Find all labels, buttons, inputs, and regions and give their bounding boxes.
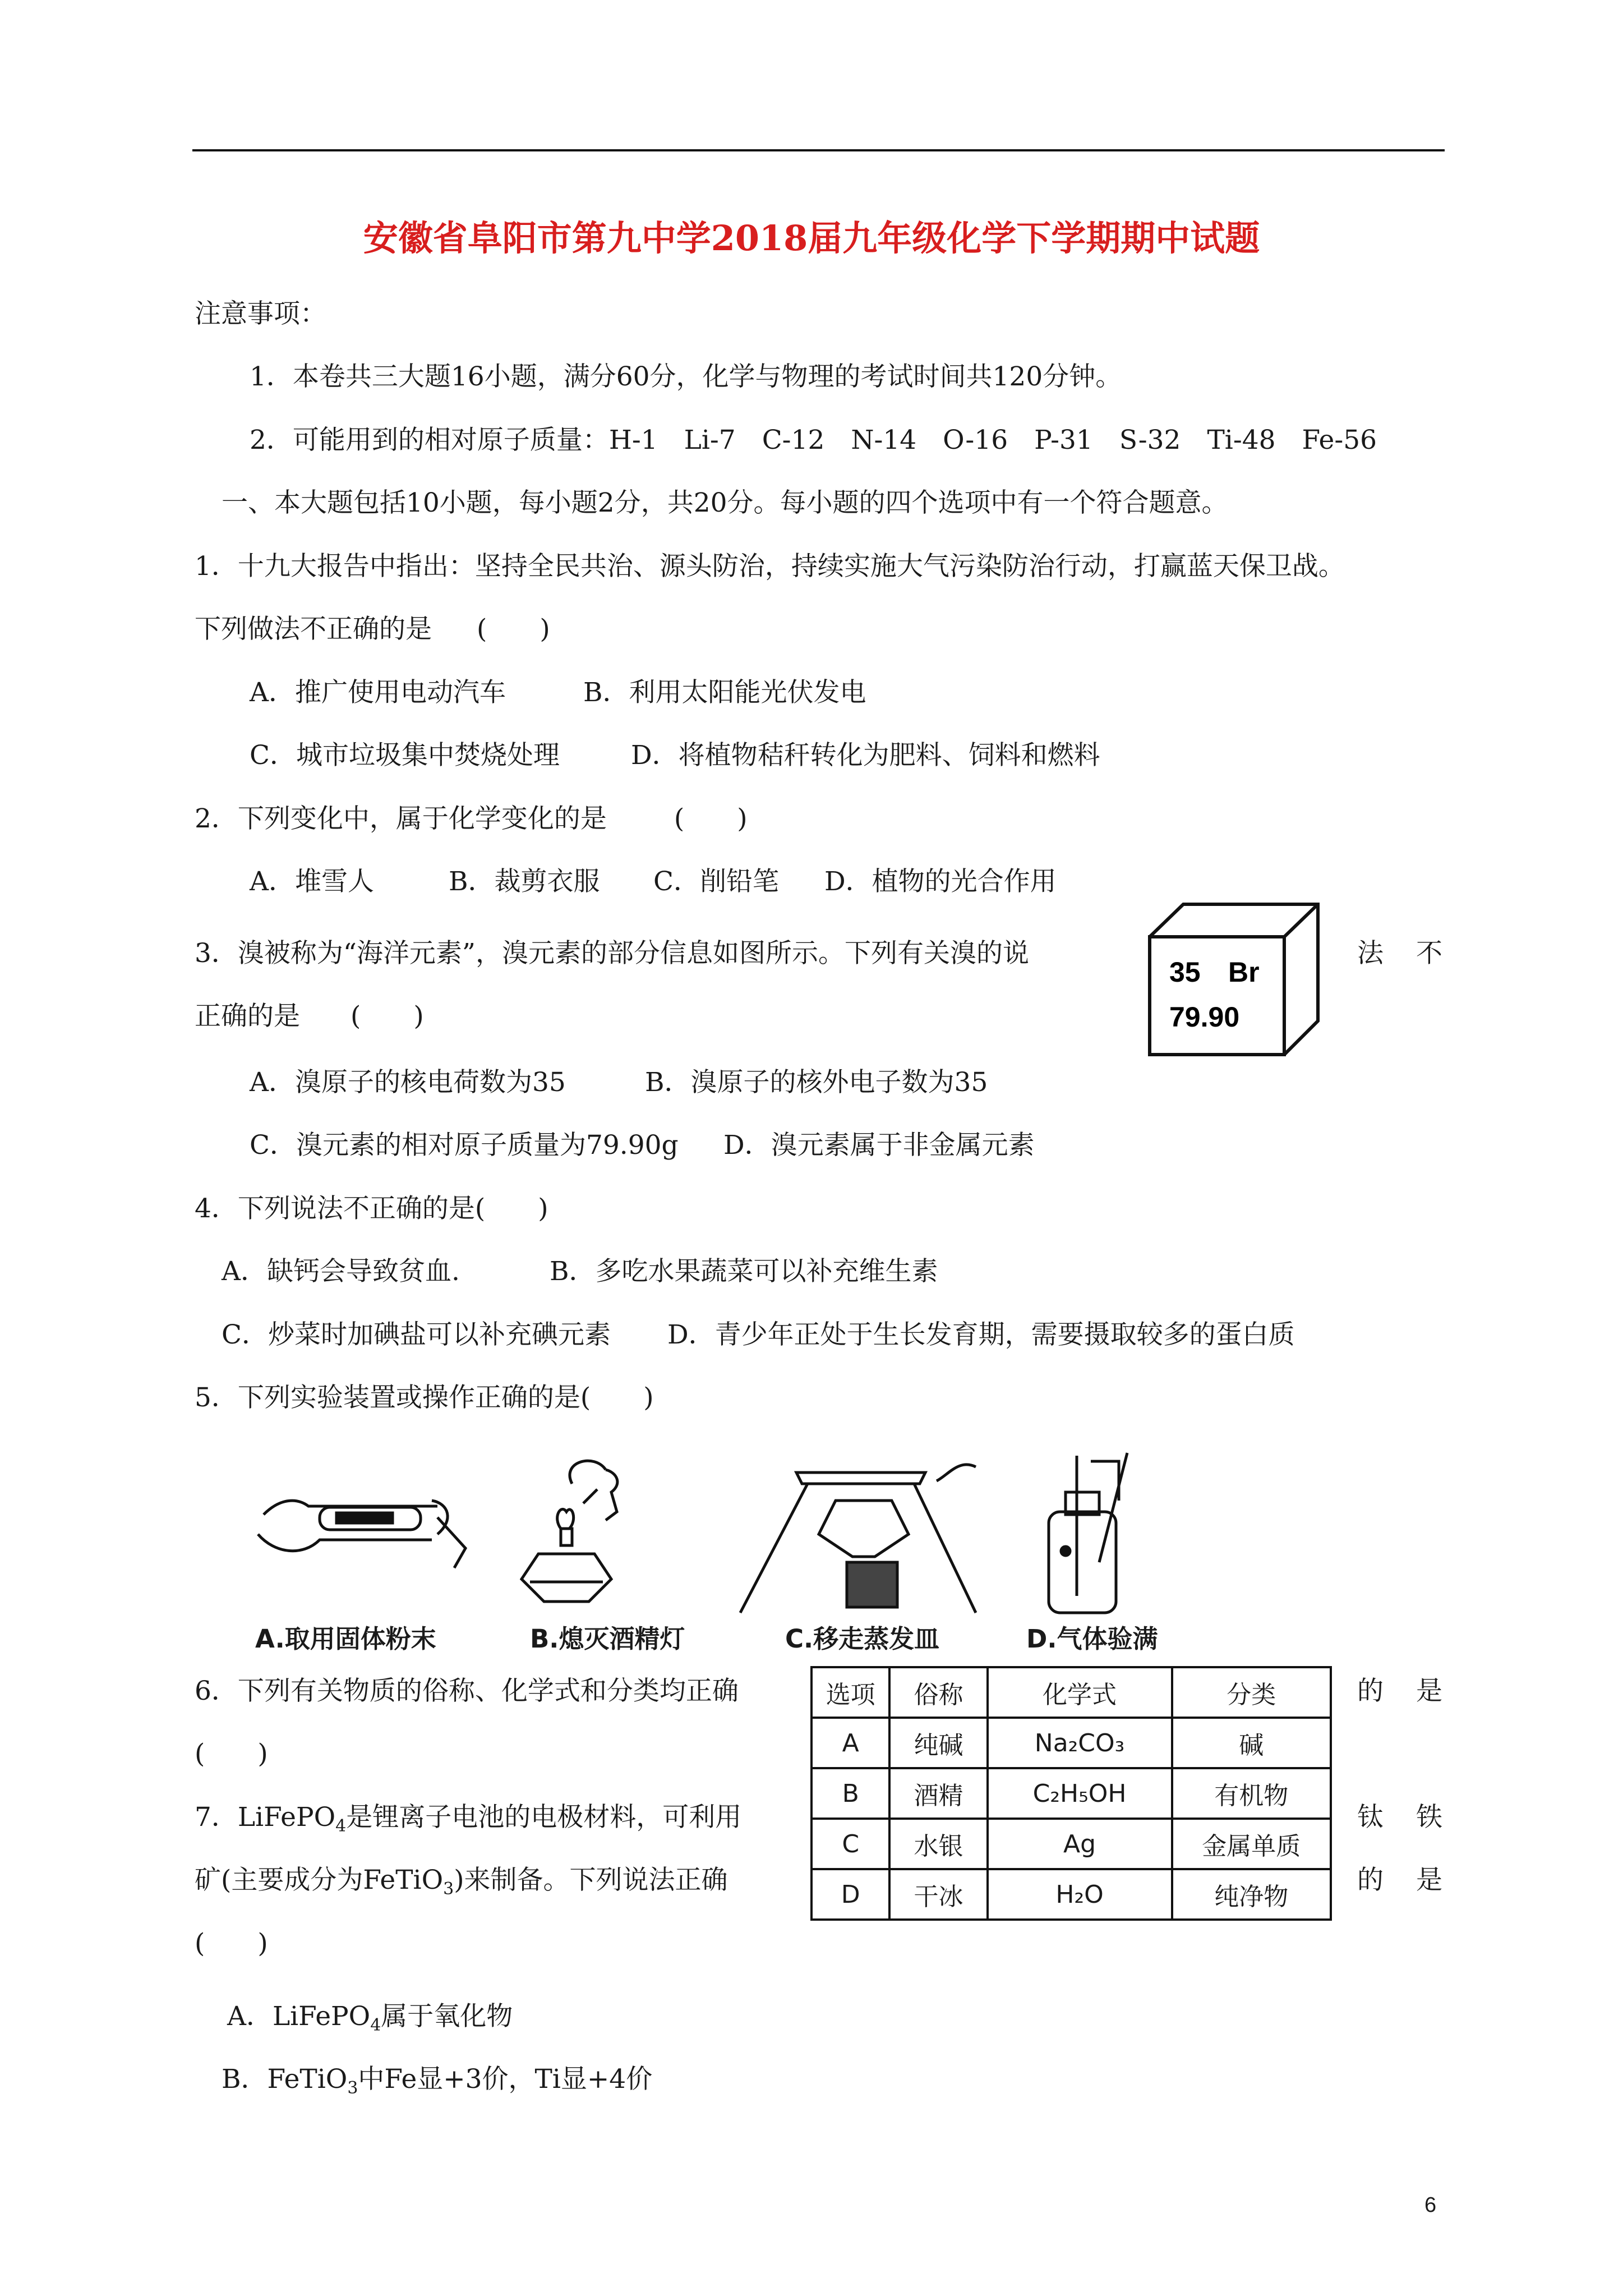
q6-stem: 6．下列有关物质的俗称、化学式和分类均正确	[195, 1676, 739, 1706]
notice-heading: 注意事项：	[195, 298, 326, 329]
q5-stem: 5．下列实验装置或操作正确的是( )	[195, 1382, 654, 1413]
q7-stem-tail-2a: 的	[1357, 1865, 1384, 1895]
figure-d-caption: D.气体验满	[1026, 1624, 1158, 1654]
page-title: 安徽省阜阳市第九中学2018届九年级化学下学期期中试题	[363, 218, 1260, 259]
answer-paren: ( )	[477, 614, 550, 645]
answer-paren: ( )	[351, 1001, 424, 1032]
q6-table	[810, 1666, 1332, 1921]
q6-stem-tail-2: 是	[1416, 1676, 1442, 1706]
q6-stem-tail-1: 的	[1357, 1676, 1384, 1706]
table-cell: 金属单质	[1172, 1819, 1331, 1869]
page-number: 6	[1424, 2193, 1437, 2217]
bromine-element-card	[1144, 898, 1335, 1066]
q3-stem-tail-1: 法	[1357, 938, 1384, 969]
q1-option-d: D．将植物秸秆转化为肥料、饲料和燃料	[631, 740, 1100, 771]
table-cell: 有机物	[1172, 1768, 1331, 1819]
table-row	[811, 1768, 1331, 1819]
table-cell: A	[811, 1718, 889, 1768]
table-cell: 水银	[889, 1819, 987, 1869]
q7-stem-tail-2b: 是	[1416, 1865, 1442, 1895]
q3-option-d: D．溴元素属于非金属元素	[723, 1130, 1035, 1161]
figure-c-evaporating-dish	[740, 1465, 976, 1613]
table-cell: 酒精	[889, 1768, 987, 1819]
q2-option-b: B．裁剪衣服	[449, 866, 600, 897]
atomic-number: 35	[1169, 956, 1201, 988]
q1-stem-line-1: 1．十九大报告中指出：坚持全民共治、源头防治，持续实施大气污染防治行动，打赢蓝天保卫战。	[195, 551, 1345, 582]
q3-stem-line-2: 正确的是 ( )	[195, 1000, 412, 1033]
q7-stem-line-1: 7．LiFePO$_4$是锂离子电池的电极材料，可利用	[195, 1802, 742, 1836]
figure-b-alcohol-lamp	[522, 1461, 617, 1602]
table-cell: Na₂CO₃	[988, 1718, 1172, 1768]
notice-item-1: 1．本卷共三大题16小题，满分60分，化学与物理的考试时间共120分钟。	[250, 361, 1122, 392]
figure-a-caption: A.取用固体粉末	[255, 1624, 436, 1654]
q7-stem-tail-1b: 铁	[1416, 1802, 1442, 1833]
q7-stem-tail-1a: 钛	[1357, 1802, 1384, 1833]
table-header-cell: 化学式	[988, 1667, 1172, 1718]
table-cell: 碱	[1172, 1718, 1331, 1768]
q3-option-b: B．溴原子的核外电子数为35	[645, 1067, 988, 1098]
q4-option-d: D．青少年正处于生长发育期，需要摄取较多的蛋白质	[667, 1319, 1295, 1350]
q1-option-c: C．城市垃圾集中焚烧处理	[250, 740, 560, 771]
table-row	[811, 1869, 1331, 1920]
q2-option-a: A．堆雪人	[250, 866, 374, 897]
table-cell: C₂H₅OH	[988, 1768, 1172, 1819]
q1-option-b: B．利用太阳能光伏发电	[583, 677, 866, 708]
q1-stem-line-2: 下列做法不正确的是 ( )	[195, 613, 538, 646]
table-cell: D	[811, 1869, 889, 1920]
q4-option-a: A．缺钙会导致贫血.	[222, 1256, 460, 1287]
figure-b-caption: B.熄灭酒精灯	[530, 1624, 685, 1654]
q4-option-b: B．多吃水果蔬菜可以补充维生素	[550, 1256, 938, 1287]
table-row	[811, 1718, 1331, 1768]
table-cell: 纯碱	[889, 1718, 987, 1768]
q4-option-c: C．炒菜时加碘盐可以补充碘元素	[222, 1319, 611, 1350]
q2-option-c: C．削铅笔	[653, 866, 779, 897]
table-cell: H₂O	[988, 1869, 1172, 1920]
q4-stem: 4．下列说法不正确的是( )	[195, 1193, 548, 1224]
atomic-mass: 79.90	[1169, 1001, 1240, 1033]
answer-paren: ( )	[674, 803, 748, 834]
q7-stem-line-2: 矿(主要成分为FeTiO$_3$)来制备。下列说法正确	[195, 1865, 728, 1899]
q1-option-a: A．推广使用电动汽车	[250, 677, 506, 708]
header-rule	[192, 149, 1445, 151]
table-cell: 纯净物	[1172, 1869, 1331, 1920]
q7-option-b: B．FeTiO$_3$中Fe显+3价，Ti显+4价	[222, 2064, 653, 2098]
element-symbol: Br	[1228, 956, 1260, 988]
q6-answer-paren: ( )	[195, 1738, 268, 1769]
table-header-cell: 分类	[1172, 1667, 1331, 1718]
q2-stem: 2．下列变化中，属于化学变化的是 ( )	[195, 802, 736, 836]
q3-option-a: A．溴原子的核电荷数为35	[250, 1067, 566, 1098]
section-1-heading: 一、本大题包括10小题，每小题2分，共20分。每小题的四个选项中有一个符合题意。	[222, 487, 1228, 518]
q7-answer-paren: ( )	[195, 1928, 268, 1959]
q3-stem-line-1: 3．溴被称为“海洋元素”，溴元素的部分信息如图所示。下列有关溴的说	[195, 938, 1029, 969]
q3-stem-tail-2: 不	[1416, 938, 1442, 969]
table-cell: 干冰	[889, 1869, 987, 1920]
q5-lab-figures	[247, 1450, 1424, 1618]
notice-item-2: 2．可能用到的相对原子质量：H-1 Li-7 C-12 N-14 O-16 P-31 S-32 Ti-48 Fe-56	[250, 425, 1377, 455]
q7-option-a: A．LiFePO$_4$属于氧化物	[227, 2001, 513, 2035]
table-header-row	[811, 1667, 1331, 1718]
table-cell: C	[811, 1819, 889, 1869]
figure-a-powder	[258, 1501, 465, 1568]
table-cell: B	[811, 1768, 889, 1819]
table-header-cell: 选项	[811, 1667, 889, 1718]
table-row	[811, 1819, 1331, 1869]
q3-option-c: C．溴元素的相对原子质量为79.90g	[250, 1130, 679, 1161]
table-cell: Ag	[988, 1819, 1172, 1869]
table-header-cell: 俗称	[889, 1667, 987, 1718]
card-front	[1150, 937, 1284, 1055]
card-edge	[1284, 904, 1318, 937]
figure-d-gas-bottle	[1049, 1453, 1127, 1613]
figure-c-caption: C.移走蒸发皿	[785, 1624, 940, 1654]
q2-option-d: D．植物的光合作用	[824, 866, 1057, 897]
